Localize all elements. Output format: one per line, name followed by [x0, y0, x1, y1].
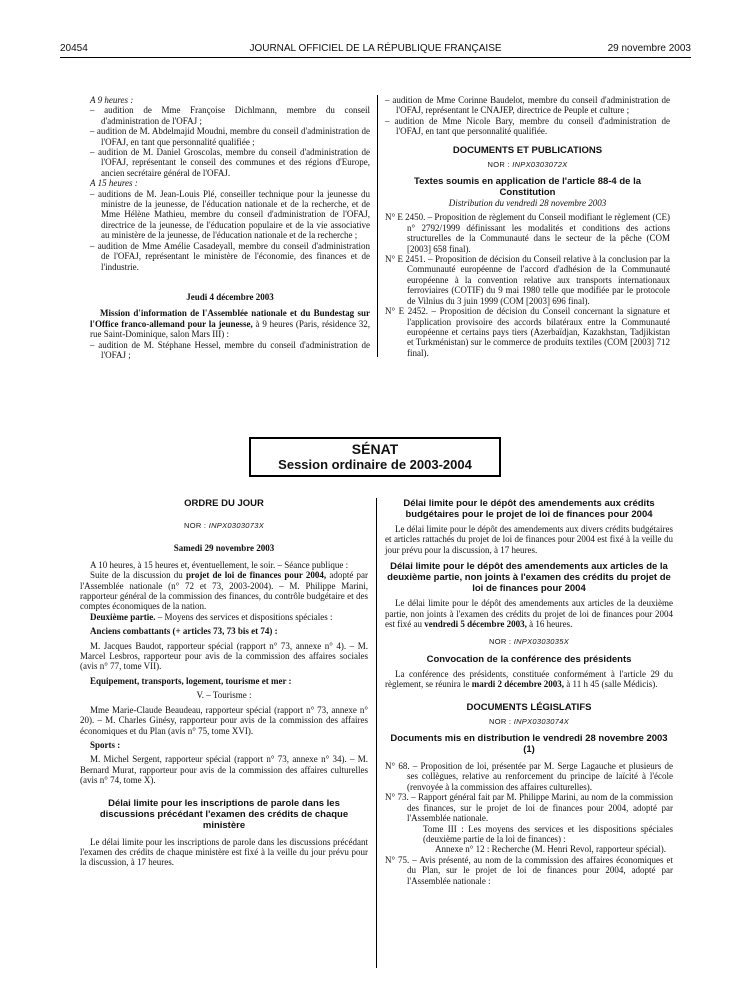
- date-heading: Jeudi 4 décembre 2003: [186, 291, 274, 302]
- mission-paragraph: [90, 308, 370, 339]
- mission-title: Mission d'information de l'Assemblée nationale et du Bundestag sur l'Office franco-allemand pour la jeunesse,: [90, 308, 370, 329]
- list-item: – audition de M. Abdelmajid Moudni, membre du conseil d'administration de l'OFAJ, en tant que personnalité qualifiée ;: [90, 126, 370, 147]
- section-title: DOCUMENTS ET PUBLICATIONS: [452, 144, 603, 156]
- list-item: – auditions de M. Jean-Louis Plé, conseiller technique pour la jeunesse du ministre de la jeunesse, de l'éducation nationale et de la recherche, et de Mme Hélène Mathieu, membre du conseil d'administration de l'OFAJ, directrice de la jeunesse, de l'éducation populaire et de la vie associative au ministère de la jeunesse, de l'éducation nationale et de la recherche ;: [90, 188, 370, 241]
- deuxieme-partie: Deuxième partie. – Moyens des services et dispositions spéciales :: [90, 611, 333, 622]
- section-title: ORDRE DU JOUR: [184, 498, 264, 509]
- agenda-text: M. Michel Sergent, rapporteur spécial (rapport n° 73, annexe n° 34). – M. Bernard Murat, rapporteur pour avis de la commission des affaires culturelles (avis n° 74, tome X).: [80, 754, 368, 786]
- journal-title: JOURNAL OFFICIEL DE LA RÉPUBLIQUE FRANÇAISE: [249, 43, 502, 54]
- date-heading: Samedi 29 novembre 2003: [173, 543, 275, 554]
- mission-details: à 9 heures (Paris, résidence 32, rue Saint-Dominique, salon Mars III) :: [90, 318, 370, 340]
- document-entry: N° E 2452. – Proposition de décision du Conseil concernant la signature et l'application provisoire des accords bilatéraux entre la Communauté européenne et certains pays tiers (Azerbaïdjan, Kazakhstan, Tadjikistan et Turkménistan) sur le commerce de produits textiles (COM [2003] 712 final).: [385, 306, 670, 358]
- agenda-subheading: V. – Tourisme :: [196, 690, 252, 701]
- list-item: – audition de Mme Nicole Bary, membre du conseil d'administration de l'OFAJ, en tant que personnalité qualifiée.: [385, 115, 670, 137]
- document-entry: N° E 2451. – Proposition de décision du Conseil relative à la conclusion par la Communauté européenne de l'accord d'adhésion de la Communauté européenne à la convention relative aux transports internationaux ferroviaires (COTIF) du 9 mai 1980 telle que modifiée par le protocole de Vilnius du 3 juin 1999 (COM [2003] 696 final).: [385, 254, 670, 306]
- senat-heading-box: [249, 437, 501, 477]
- header-rule: [60, 57, 691, 58]
- senat-subtitle: Session ordinaire de 2003-2004: [278, 457, 472, 472]
- subsection-title: Textes soumis en application de l'article 88-4 de la Constitution: [414, 176, 641, 199]
- nor-reference: NOR : INPX0303035X: [488, 637, 570, 647]
- convocation-text: La conférence des présidents, constituée conformément à l'article 29 du règlement, se réunira le mardi 2 décembre 2003, à 11 h 45 (salle Médicis).: [385, 668, 673, 690]
- column-divider: [377, 95, 378, 357]
- subsection-title: Documents mis en distribution le vendredi 28 novembre 2003 (1): [390, 733, 668, 756]
- column-divider: [376, 498, 377, 968]
- document-entry: N° 75. – Avis présenté, au nom de la commission des affaires économiques et du Plan, sur le projet de loi de finances pour 2004, adopté par l'Assemblée nationale :: [385, 854, 673, 886]
- subsection-title: Délai limite pour le dépôt des amendements aux articles de la deuxième partie, non joints à l'examen des crédits du projet de loi de finances pour 2004: [387, 561, 671, 595]
- top-left-column: [90, 95, 370, 360]
- section-title: DOCUMENTS LÉGISLATIFS: [466, 701, 592, 713]
- delai-text: Le délai limite pour le dépôt des amendements aux articles de la deuxième partie, non joints à l'examen des crédits du projet de loi de finances pour 2004 est fixé au vendredi 5 décembre 2003, à 16 heures.: [385, 598, 673, 630]
- list-item: – audition de M. Stéphane Hessel, membre du conseil d'administration de l'OFAJ ;: [90, 339, 370, 360]
- top-right-column: [385, 95, 670, 358]
- distribution-date: Distribution du vendredi 28 novembre 2003: [448, 198, 607, 209]
- document-subentry: Annexe n° 12 : Recherche (M. Henri Revol, rapporteur spécial).: [435, 844, 667, 855]
- nor-reference: NOR : INPX0303074X: [488, 716, 570, 726]
- time-15h: A 15 heures :: [90, 178, 138, 189]
- delai-text: Le délai limite pour les inscriptions de parole dans les discussions précédant l'examen des crédits de chaque ministère est fixé à la veille du jour prévu pour la discussion, à 17 heures.: [80, 836, 368, 868]
- seance-line: A 10 heures, à 15 heures et, éventuellement, le soir. – Séance publique :: [90, 559, 349, 570]
- agenda-text: M. Jacques Baudot, rapporteur spécial (rapport n° 73, annexe n° 4). – M. Marcel Lesbros, rapporteur pour avis de la commission des affaires sociales (avis n° 77, tome VII).: [80, 640, 368, 672]
- list-item: – audition de Mme Amélie Casadeyall, membre du conseil d'administration de l'OFAJ, représentant le ministère de l'économie, des finances et de l'industrie.: [90, 240, 370, 272]
- senat-title: SÉNAT: [351, 441, 399, 457]
- document-entry: N° E 2450. – Proposition de règlement du Conseil modifiant le règlement (CE) n° 2792/1999 définissant les modalités et conditions des actions structurelles de la Communauté dans le secteur de la pêche (COM [2003] 658 final).: [385, 212, 670, 254]
- agenda-text: Mme Marie-Claude Beaudeau, rapporteur spécial (rapport n° 73, annexe n° 20). – M. Charles Ginésy, rapporteur pour avis de la commission des affaires économiques et du Plan (avis n° 75, tome XVI).: [80, 704, 368, 736]
- bottom-right-column: [385, 498, 673, 886]
- subsection-title: Convocation de la conférence des présidents: [426, 653, 632, 665]
- document-entry: N° 73. – Rapport général fait par M. Philippe Marini, au nom de la commission des finances, sur le projet de loi de finances pour 2004, adopté par l'Assemblée nationale.: [385, 792, 673, 824]
- page-number: 20454: [60, 43, 88, 54]
- list-item: – audition de Mme Corinne Baudelot, membre du conseil d'administration de l'OFAJ, représentant le CNAJEP, directrice de Peuple et culture ;: [385, 95, 670, 116]
- bottom-left-column: [80, 498, 368, 868]
- list-item: – audition de M. Daniel Groscolas, membre du conseil d'administration de l'OFAJ, représentant le conseil des communes et des régions d'Europe, ancien secrétaire général de l'OFAJ.: [90, 147, 370, 178]
- nor-reference: NOR : INPX0303072X: [487, 159, 568, 169]
- subsection-title: Délai limite pour les inscriptions de parole dans les discussions précédant l'examen des crédits de chaque ministère: [99, 797, 349, 831]
- issue-date: 29 novembre 2003: [607, 43, 691, 54]
- agenda-heading: Sports :: [90, 739, 121, 750]
- document-entry: N° 68. – Proposition de loi, présentée par M. Serge Lagauche et plusieurs de ses collègues, relative au renforcement du principe de laïcité à l'école (renvoyée à la commission des affaires culturelles).: [385, 761, 673, 792]
- delai-text: Le délai limite pour le dépôt des amendements aux divers crédits budgétaires et articles rattachés du projet de loi de finances pour 2004 est fixé à la veille du jour prévu pour la discussion, à 17 heures.: [385, 524, 673, 555]
- list-item: – audition de Mme Françoise Dichlmann, membre du conseil d'administration de l'OFAJ ;: [90, 105, 370, 126]
- subsection-title: Délai limite pour le dépôt des amendements aux crédits budgétaires pour le projet de loi de finances pour 2004: [403, 498, 655, 520]
- page-header: [60, 43, 691, 57]
- document-subentry: Tome III : Les moyens des services et les dispositions spéciales (deuxième partie de la loi de finances) :: [423, 823, 673, 844]
- nor-reference: NOR : INPX0303073X: [183, 521, 265, 530]
- agenda-heading: Equipement, transports, logement, tourisme et mer :: [90, 675, 292, 686]
- suite-paragraph: Suite de la discussion du projet de loi de finances pour 2004, adopté par l'Assemblée nationale (n° 72 et 73, 2003-2004). – M. Philippe Marini, rapporteur général de la commission des finances, du contrôle budgétaire et des comptes économiques de la nation.: [80, 570, 369, 612]
- agenda-heading: Anciens combattants (+ articles 73, 73 bis et 74) :: [90, 626, 278, 637]
- time-9h: A 9 heures :: [90, 95, 134, 105]
